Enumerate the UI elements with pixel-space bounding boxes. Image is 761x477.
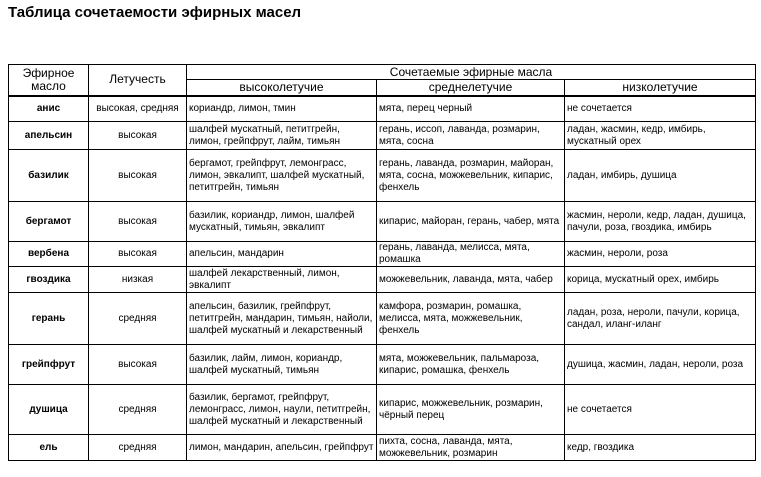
- table-row: [9, 435, 756, 461]
- table-row: [9, 150, 756, 202]
- oil-name-cell: апельсин: [9, 122, 89, 150]
- high-volatile-cell: кориандр, лимон, тмин: [187, 96, 377, 122]
- oil-name-cell: душица: [9, 385, 89, 435]
- medium-volatile-cell: кипарис, майоран, герань, чабер, мята: [377, 202, 565, 242]
- oil-name-cell: бергамот: [9, 202, 89, 242]
- volatility-cell: низкая: [89, 267, 187, 293]
- medium-volatile-cell: кипарис, можжевельник, розмарин, чёрный перец: [377, 385, 565, 435]
- volatility-cell: высокая: [89, 122, 187, 150]
- high-volatile-cell: шалфей лекарственный, лимон, эвкалипт: [187, 267, 377, 293]
- medium-volatile-cell: можжевельник, лаванда, мята, чабер: [377, 267, 565, 293]
- low-volatile-cell: жасмин, нероли, кедр, ладан, душица, пачули, роза, гвоздика, имбирь: [565, 202, 756, 242]
- volatility-cell: высокая, средняя: [89, 96, 187, 122]
- oil-name-cell: гвоздика: [9, 267, 89, 293]
- header-low: низколетучие: [565, 80, 756, 96]
- volatility-cell: высокая: [89, 202, 187, 242]
- header-volatility: Летучесть: [89, 65, 187, 96]
- volatility-cell: высокая: [89, 345, 187, 385]
- low-volatile-cell: корица, мускатный орех, имбирь: [565, 267, 756, 293]
- header-combinable: Сочетаемые эфирные масла: [187, 65, 756, 80]
- table-row: [9, 242, 756, 267]
- table-row: [9, 267, 756, 293]
- oil-name-cell: вербена: [9, 242, 89, 267]
- low-volatile-cell: кедр, гвоздика: [565, 435, 756, 461]
- high-volatile-cell: бергамот, грейпфрут, лемонграсс, лимон, эвкалипт, шалфей мускатный, петитгрейн, тимьян: [187, 150, 377, 202]
- table-row: [9, 122, 756, 150]
- low-volatile-cell: не сочетается: [565, 96, 756, 122]
- low-volatile-cell: ладан, жасмин, кедр, имбирь, мускатный орех: [565, 122, 756, 150]
- table-row: [9, 96, 756, 122]
- high-volatile-cell: апельсин, базилик, грейпфрут, петитгрейн, мандарин, тимьян, найоли, шалфей мускатный и лекарственный: [187, 293, 377, 345]
- medium-volatile-cell: герань, лаванда, мелисса, мята, ромашка: [377, 242, 565, 267]
- volatility-cell: средняя: [89, 435, 187, 461]
- table-row: [9, 293, 756, 345]
- volatility-cell: высокая: [89, 150, 187, 202]
- high-volatile-cell: лимон, мандарин, апельсин, грейпфрут: [187, 435, 377, 461]
- medium-volatile-cell: камфора, розмарин, ромашка, мелисса, мята, можжевельник, фенхель: [377, 293, 565, 345]
- medium-volatile-cell: пихта, сосна, лаванда, мята, можжевельник, розмарин: [377, 435, 565, 461]
- table-row: [9, 202, 756, 242]
- volatility-cell: высокая: [89, 242, 187, 267]
- low-volatile-cell: не сочетается: [565, 385, 756, 435]
- oil-compatibility-table: [8, 64, 756, 461]
- oil-name-cell: грейпфрут: [9, 345, 89, 385]
- volatility-cell: средняя: [89, 385, 187, 435]
- page-title: Таблица сочетаемости эфирных масел: [8, 4, 302, 21]
- high-volatile-cell: базилик, лайм, лимон, кориандр, шалфей мускатный, тимьян: [187, 345, 377, 385]
- oil-name-cell: ель: [9, 435, 89, 461]
- low-volatile-cell: ладан, роза, нероли, пачули, корица, сандал, иланг-иланг: [565, 293, 756, 345]
- table-row: [9, 385, 756, 435]
- high-volatile-cell: базилик, бергамот, грейпфрут, лемонграсс, лимон, наули, петитгрейн, шалфей мускатный и лекарственный: [187, 385, 377, 435]
- oil-name-cell: анис: [9, 96, 89, 122]
- header-oil: Эфирное масло: [9, 65, 89, 96]
- low-volatile-cell: душица, жасмин, ладан, нероли, роза: [565, 345, 756, 385]
- high-volatile-cell: апельсин, мандарин: [187, 242, 377, 267]
- medium-volatile-cell: мята, перец черный: [377, 96, 565, 122]
- table-row: [9, 345, 756, 385]
- header-medium: среднелетучие: [377, 80, 565, 96]
- volatility-cell: средняя: [89, 293, 187, 345]
- oil-name-cell: герань: [9, 293, 89, 345]
- high-volatile-cell: базилик, кориандр, лимон, шалфей мускатный, тимьян, эвкалипт: [187, 202, 377, 242]
- high-volatile-cell: шалфей мускатный, петитгрейн, лимон, грейпфрут, лайм, тимьян: [187, 122, 377, 150]
- low-volatile-cell: ладан, имбирь, душица: [565, 150, 756, 202]
- medium-volatile-cell: герань, лаванда, розмарин, майоран, мята, сосна, можжевельник, кипарис, фенхель: [377, 150, 565, 202]
- medium-volatile-cell: герань, иссоп, лаванда, розмарин, мята, сосна: [377, 122, 565, 150]
- low-volatile-cell: жасмин, нероли, роза: [565, 242, 756, 267]
- medium-volatile-cell: мята, можжевельник, пальмароза, кипарис, ромашка, фенхель: [377, 345, 565, 385]
- header-high: высоколетучие: [187, 80, 377, 96]
- oil-name-cell: базилик: [9, 150, 89, 202]
